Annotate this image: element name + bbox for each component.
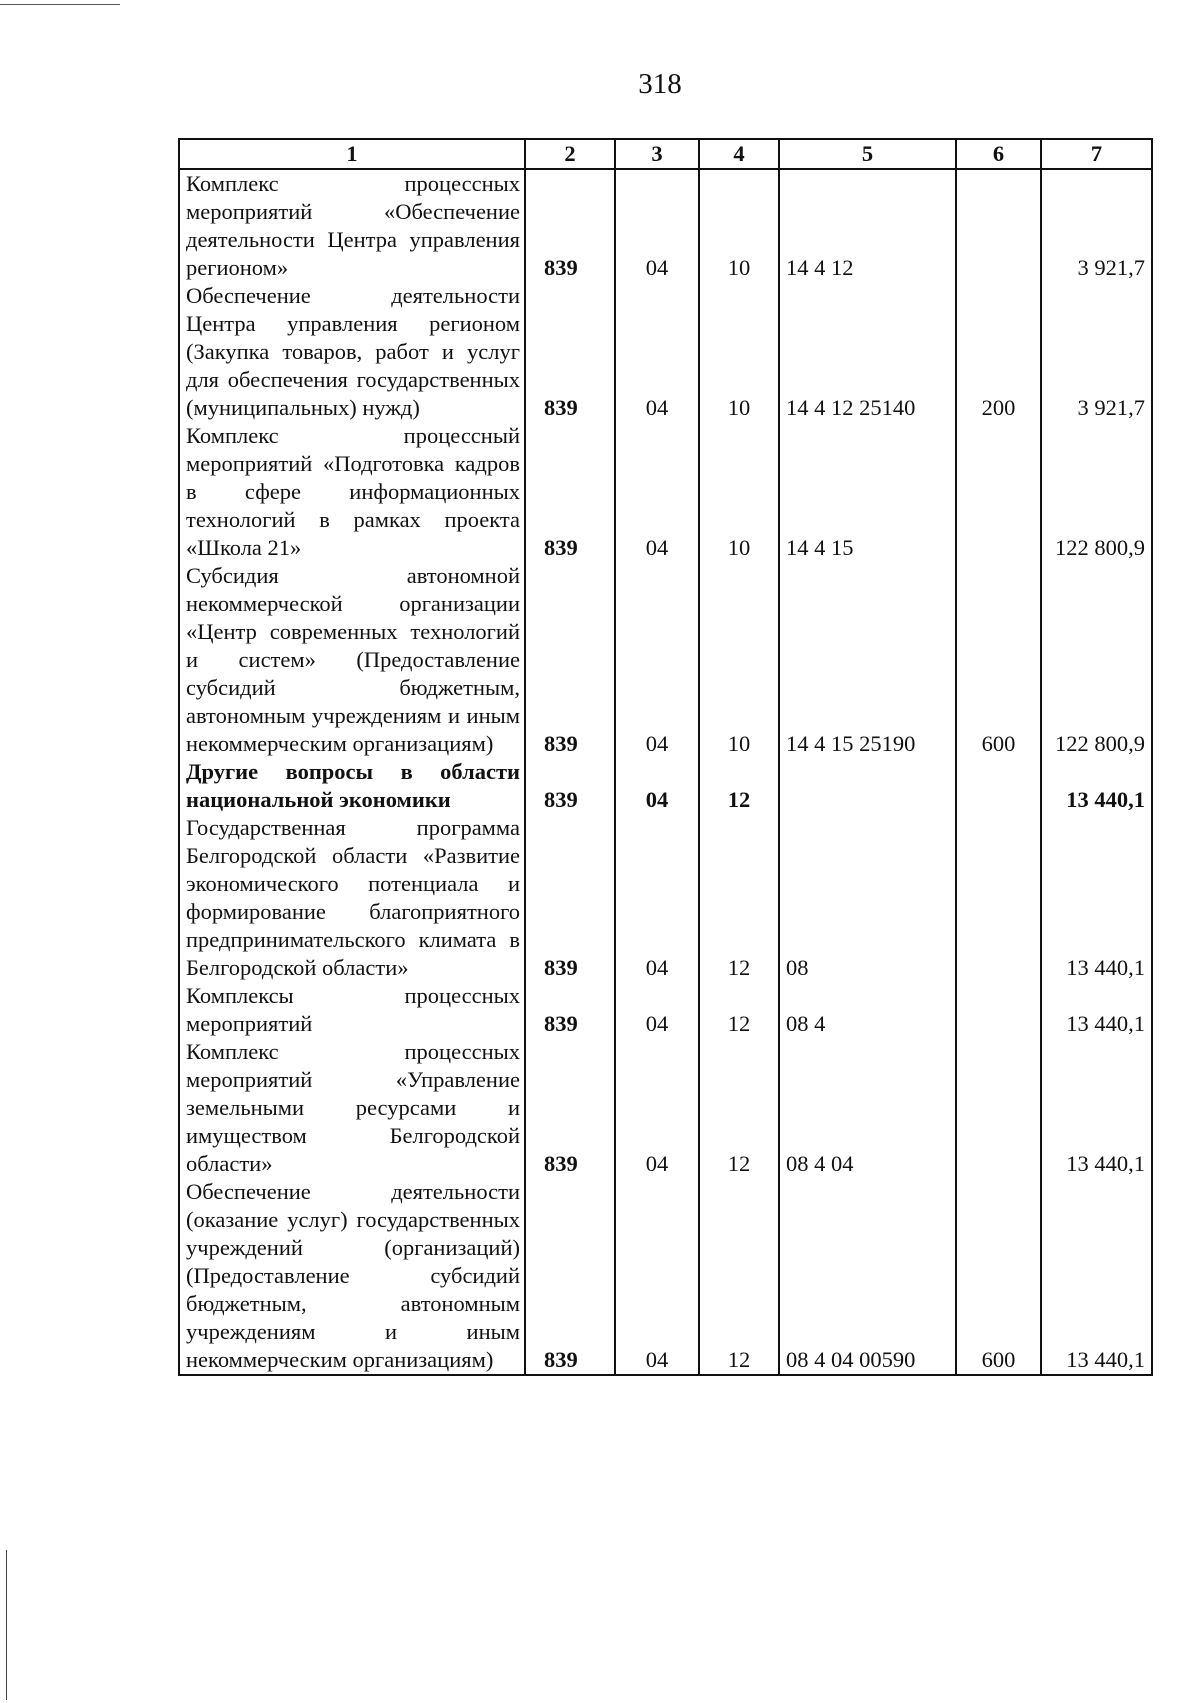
subsection-code-cell: 12	[699, 982, 779, 1038]
amount-cell: 13 440,1	[1041, 758, 1152, 814]
target-article-cell: 14 4 12	[779, 169, 956, 282]
ministry-code-cell: 839	[525, 814, 615, 982]
section-code-cell: 04	[615, 1178, 699, 1375]
ministry-code-cell: 839	[525, 422, 615, 562]
column-header: 5	[779, 139, 956, 169]
section-code-cell: 04	[615, 282, 699, 422]
target-article-cell: 08 4 04 00590	[779, 1178, 956, 1375]
amount-cell: 13 440,1	[1041, 1038, 1152, 1178]
expense-type-cell: 200	[956, 282, 1041, 422]
expense-type-cell: 600	[956, 1178, 1041, 1375]
row-name-cell: Другие вопросы в области национальной экономики	[179, 758, 525, 814]
subsection-code-cell: 12	[699, 1038, 779, 1178]
row-name-cell: Субсидия автономной некоммерческой организации «Центр современных технологий и систем» (Предоставление субсидий бюджетным, автономным учреждениям и иным некоммерческим организациям)	[179, 562, 525, 758]
scan-artifact-line	[6, 1550, 7, 1700]
budget-table	[178, 138, 1153, 1376]
table-row	[179, 1038, 1152, 1178]
section-code-cell: 04	[615, 814, 699, 982]
table-row	[179, 1178, 1152, 1375]
column-header: 7	[1041, 139, 1152, 169]
ministry-code-cell: 839	[525, 758, 615, 814]
expense-type-cell	[956, 982, 1041, 1038]
table-row	[179, 282, 1152, 422]
row-name-cell: Государственная программа Белгородской области «Развитие экономического потенциала и формирование благоприятного предпринимательского климата в Белгородской области»	[179, 814, 525, 982]
row-name-cell: Комплекс процессных мероприятий «Управление земельными ресурсами и имуществом Белгородской области»	[179, 1038, 525, 1178]
section-code-cell: 04	[615, 562, 699, 758]
column-header: 4	[699, 139, 779, 169]
expense-type-cell	[956, 814, 1041, 982]
ministry-code-cell: 839	[525, 1178, 615, 1375]
subsection-code-cell: 10	[699, 562, 779, 758]
column-header: 6	[956, 139, 1041, 169]
column-header: 3	[615, 139, 699, 169]
amount-cell: 122 800,9	[1041, 562, 1152, 758]
target-article-cell: 08 4	[779, 982, 956, 1038]
table-row	[179, 814, 1152, 982]
scan-artifact-line	[0, 4, 120, 5]
table-row	[179, 562, 1152, 758]
table-row	[179, 758, 1152, 814]
table-row	[179, 169, 1152, 282]
row-name-cell: Обеспечение деятельности Центра управления регионом (Закупка товаров, работ и услуг для обеспечения государственных (муниципальных) нужд)	[179, 282, 525, 422]
target-article-cell: 08	[779, 814, 956, 982]
row-name-cell: Обеспечение деятельности (оказание услуг) государственных учреждений (организаций) (Предоставление субсидий бюджетным, автономным учреждениям и иным некоммерческим организациям)	[179, 1178, 525, 1375]
target-article-cell	[779, 758, 956, 814]
row-name-cell: Комплекс процессных мероприятий «Обеспечение деятельности Центра управления регионом»	[179, 169, 525, 282]
target-article-cell: 14 4 15	[779, 422, 956, 562]
subsection-code-cell: 10	[699, 169, 779, 282]
table-row	[179, 422, 1152, 562]
table-header-row	[179, 139, 1152, 169]
section-code-cell: 04	[615, 422, 699, 562]
amount-cell: 13 440,1	[1041, 814, 1152, 982]
section-code-cell: 04	[615, 1038, 699, 1178]
column-header: 1	[179, 139, 525, 169]
expense-type-cell: 600	[956, 562, 1041, 758]
ministry-code-cell: 839	[525, 562, 615, 758]
ministry-code-cell: 839	[525, 982, 615, 1038]
ministry-code-cell: 839	[525, 1038, 615, 1178]
amount-cell: 13 440,1	[1041, 1178, 1152, 1375]
expense-type-cell	[956, 422, 1041, 562]
ministry-code-cell: 839	[525, 282, 615, 422]
target-article-cell: 14 4 12 25140	[779, 282, 956, 422]
subsection-code-cell: 10	[699, 282, 779, 422]
section-code-cell: 04	[615, 982, 699, 1038]
column-header: 2	[525, 139, 615, 169]
amount-cell: 3 921,7	[1041, 169, 1152, 282]
row-name-cell: Комплекс процессный мероприятий «Подготовка кадров в сфере информационных технологий в рамках проекта «Школа 21»	[179, 422, 525, 562]
amount-cell: 122 800,9	[1041, 422, 1152, 562]
subsection-code-cell: 12	[699, 1178, 779, 1375]
section-code-cell: 04	[615, 758, 699, 814]
page-number: 318	[638, 68, 682, 100]
target-article-cell: 14 4 15 25190	[779, 562, 956, 758]
subsection-code-cell: 12	[699, 758, 779, 814]
subsection-code-cell: 10	[699, 422, 779, 562]
expense-type-cell	[956, 169, 1041, 282]
expense-type-cell	[956, 1038, 1041, 1178]
amount-cell: 3 921,7	[1041, 282, 1152, 422]
row-name-cell: Комплексы процессных мероприятий	[179, 982, 525, 1038]
target-article-cell: 08 4 04	[779, 1038, 956, 1178]
section-code-cell: 04	[615, 169, 699, 282]
expense-type-cell	[956, 758, 1041, 814]
amount-cell: 13 440,1	[1041, 982, 1152, 1038]
ministry-code-cell: 839	[525, 169, 615, 282]
subsection-code-cell: 12	[699, 814, 779, 982]
table-row	[179, 982, 1152, 1038]
